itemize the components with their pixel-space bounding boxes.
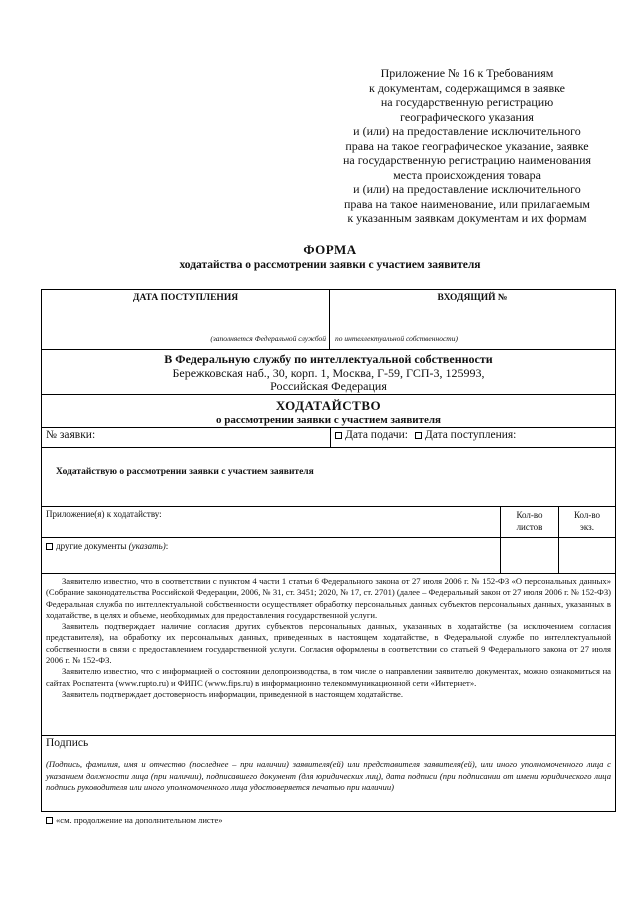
sheets-count-header [501, 509, 558, 533]
receipt-date2-label: Дата поступления: [424, 429, 517, 441]
divider [42, 447, 615, 448]
copies-count-header [559, 509, 615, 533]
agency-country: Российская Федерация [270, 379, 387, 393]
application-number-label: № заявки: [46, 429, 96, 441]
appendix-line: права на такое географическое указание, заявке [345, 138, 589, 153]
appendix-line: места происхождения товара [393, 167, 541, 182]
agency-name: В Федеральную службу по интеллектуальной собственности [164, 352, 493, 366]
other-docs-label: другие документы [56, 541, 127, 551]
form-title: ФОРМА [303, 242, 357, 257]
petition-title: ХОДАТАЙСТВО [275, 398, 382, 413]
filled-by-note-right: по интеллектуальной собственности) [335, 334, 458, 343]
appendix-line: к документам, содержащимся в заявке [369, 80, 565, 95]
sheets-count-field[interactable] [501, 538, 558, 572]
application-number-field[interactable] [112, 429, 329, 446]
filing-date-label: Дата подачи: [345, 429, 408, 441]
dates-row [335, 429, 516, 441]
copies-count-field[interactable] [559, 538, 615, 572]
petition-text: Ходатайствую о рассмотрении заявки с участием заявителя [56, 467, 314, 477]
petition-table [41, 289, 616, 812]
attachments-label: Приложение(я) к ходатайству: [46, 509, 162, 519]
filing-date-checkbox[interactable] [335, 432, 342, 439]
appendix-line: и (или) на предоставление исключительного [353, 124, 581, 138]
continued-label: «см. продолжение на дополнительном листе» [56, 815, 223, 825]
appendix-header [322, 66, 612, 226]
appendix-line: к указанным заявкам документам и их формам [347, 211, 587, 225]
notice-paragraph: Заявителю известно, что в соответствии с пунктом 4 части 1 статьи 6 Федерального закона от 27 июля 2006 г. № 152-ФЗ «О персональных данных» (Собрание законодательства Российской Федерации, 2006, № 31, ст. 3451; 2020, № 17, ст. 2701) (далее – Федеральный закон от 27 июля 2006 г. № 152-ФЗ) Федеральная служба по интеллектуальной собственности осуществляет обработку персональных данных субъектов персональных данных, указанных в ходатайстве, в целях и объеме, необходимых для предоставления государственной услуги. [46, 576, 611, 620]
continued-checkbox[interactable] [46, 817, 53, 824]
notice-paragraph: Заявитель подтверждает достоверность информации, приведенной в настоящем ходатайстве. [62, 688, 404, 699]
notice-paragraph: Заявителю известно, что с информацией о состоянии делопроизводства, в том числе о направлении заявителю документах, можно ознакомиться на сайтах Роспатента (www.rupto.ru) и ФИПС (www.fips.ru) в информационно телекоммуникационной сети «Интернет». [46, 666, 611, 688]
divider [42, 394, 615, 395]
other-docs-hint: (указать) [128, 541, 166, 551]
continued-note [46, 815, 223, 825]
receipt-date-checkbox[interactable] [415, 432, 422, 439]
filled-by-note-left: (заполняется Федеральной службой [210, 334, 326, 343]
agency-address [42, 353, 615, 394]
receipt-date-label: ДАТА ПОСТУПЛЕНИЯ [132, 293, 239, 303]
divider [42, 427, 615, 428]
petition-subtitle: о рассмотрении заявки с участием заявителя [215, 414, 442, 426]
agency-street: Бережковская наб., 30, корп. 1, Москва, Г-59, ГСП-3, 125993, [172, 365, 485, 380]
appendix-line: на государственную регистрацию [380, 95, 554, 109]
sheets-header-line1: Кол-во [516, 510, 543, 520]
other-docs-checkbox[interactable] [46, 543, 53, 550]
signature-field[interactable] [42, 736, 615, 756]
divider [330, 428, 331, 447]
personal-data-notice [46, 576, 611, 700]
other-docs-colon: : [165, 541, 169, 551]
appendix-line: географического указания [400, 109, 534, 124]
appendix-line: на государственную регистрацию наименования [342, 153, 592, 167]
appendix-line: Приложение № 16 к Требованиям [380, 66, 554, 80]
appendix-line: и (или) на предоставление исключительного [353, 182, 581, 196]
divider [42, 349, 615, 350]
divider [42, 506, 615, 507]
notice-paragraph: Заявитель подтверждает наличие согласия других субъектов персональных данных, указанных в ходатайстве (за исключением согласия представителя), на обработку их персональных данных, приведенных в настоящем ходатайстве, в Федеральной службе по интеллектуальной собственности в связи с предоставлением государственной услуги. Согласия оформлены в соответствии со статьей 9 Федерального закона от 27 июля 2006 г. № 152-ФЗ. [46, 621, 611, 666]
appendix-line: права на такое наименование, или прилагаемым [343, 196, 591, 211]
copies-header-line2: экз. [580, 522, 594, 532]
form-subtitle: ходатайства о рассмотрении заявки с участием заявителя [179, 259, 481, 271]
divider [42, 573, 615, 574]
incoming-number-label: ВХОДЯЩИЙ № [437, 293, 508, 303]
signature-instructions: (Подпись, фамилия, имя и отчество (последнее – при наличии) заявителя(ей) или представителя заявителя(ей), или иного уполномоченного лица с указанием должности лица (при наличии), подписавшего документ (для юридических лиц), дата подписи (при подписании от имени юридического лица подпись руководителя или иного уполномоченного лица удостоверяется печатью при наличии) [46, 759, 611, 793]
sheets-header-line2: листов [516, 522, 543, 532]
other-docs-row [46, 541, 168, 551]
copies-header-line1: Кол-во [573, 510, 601, 520]
signature-title: Подпись [46, 737, 89, 749]
